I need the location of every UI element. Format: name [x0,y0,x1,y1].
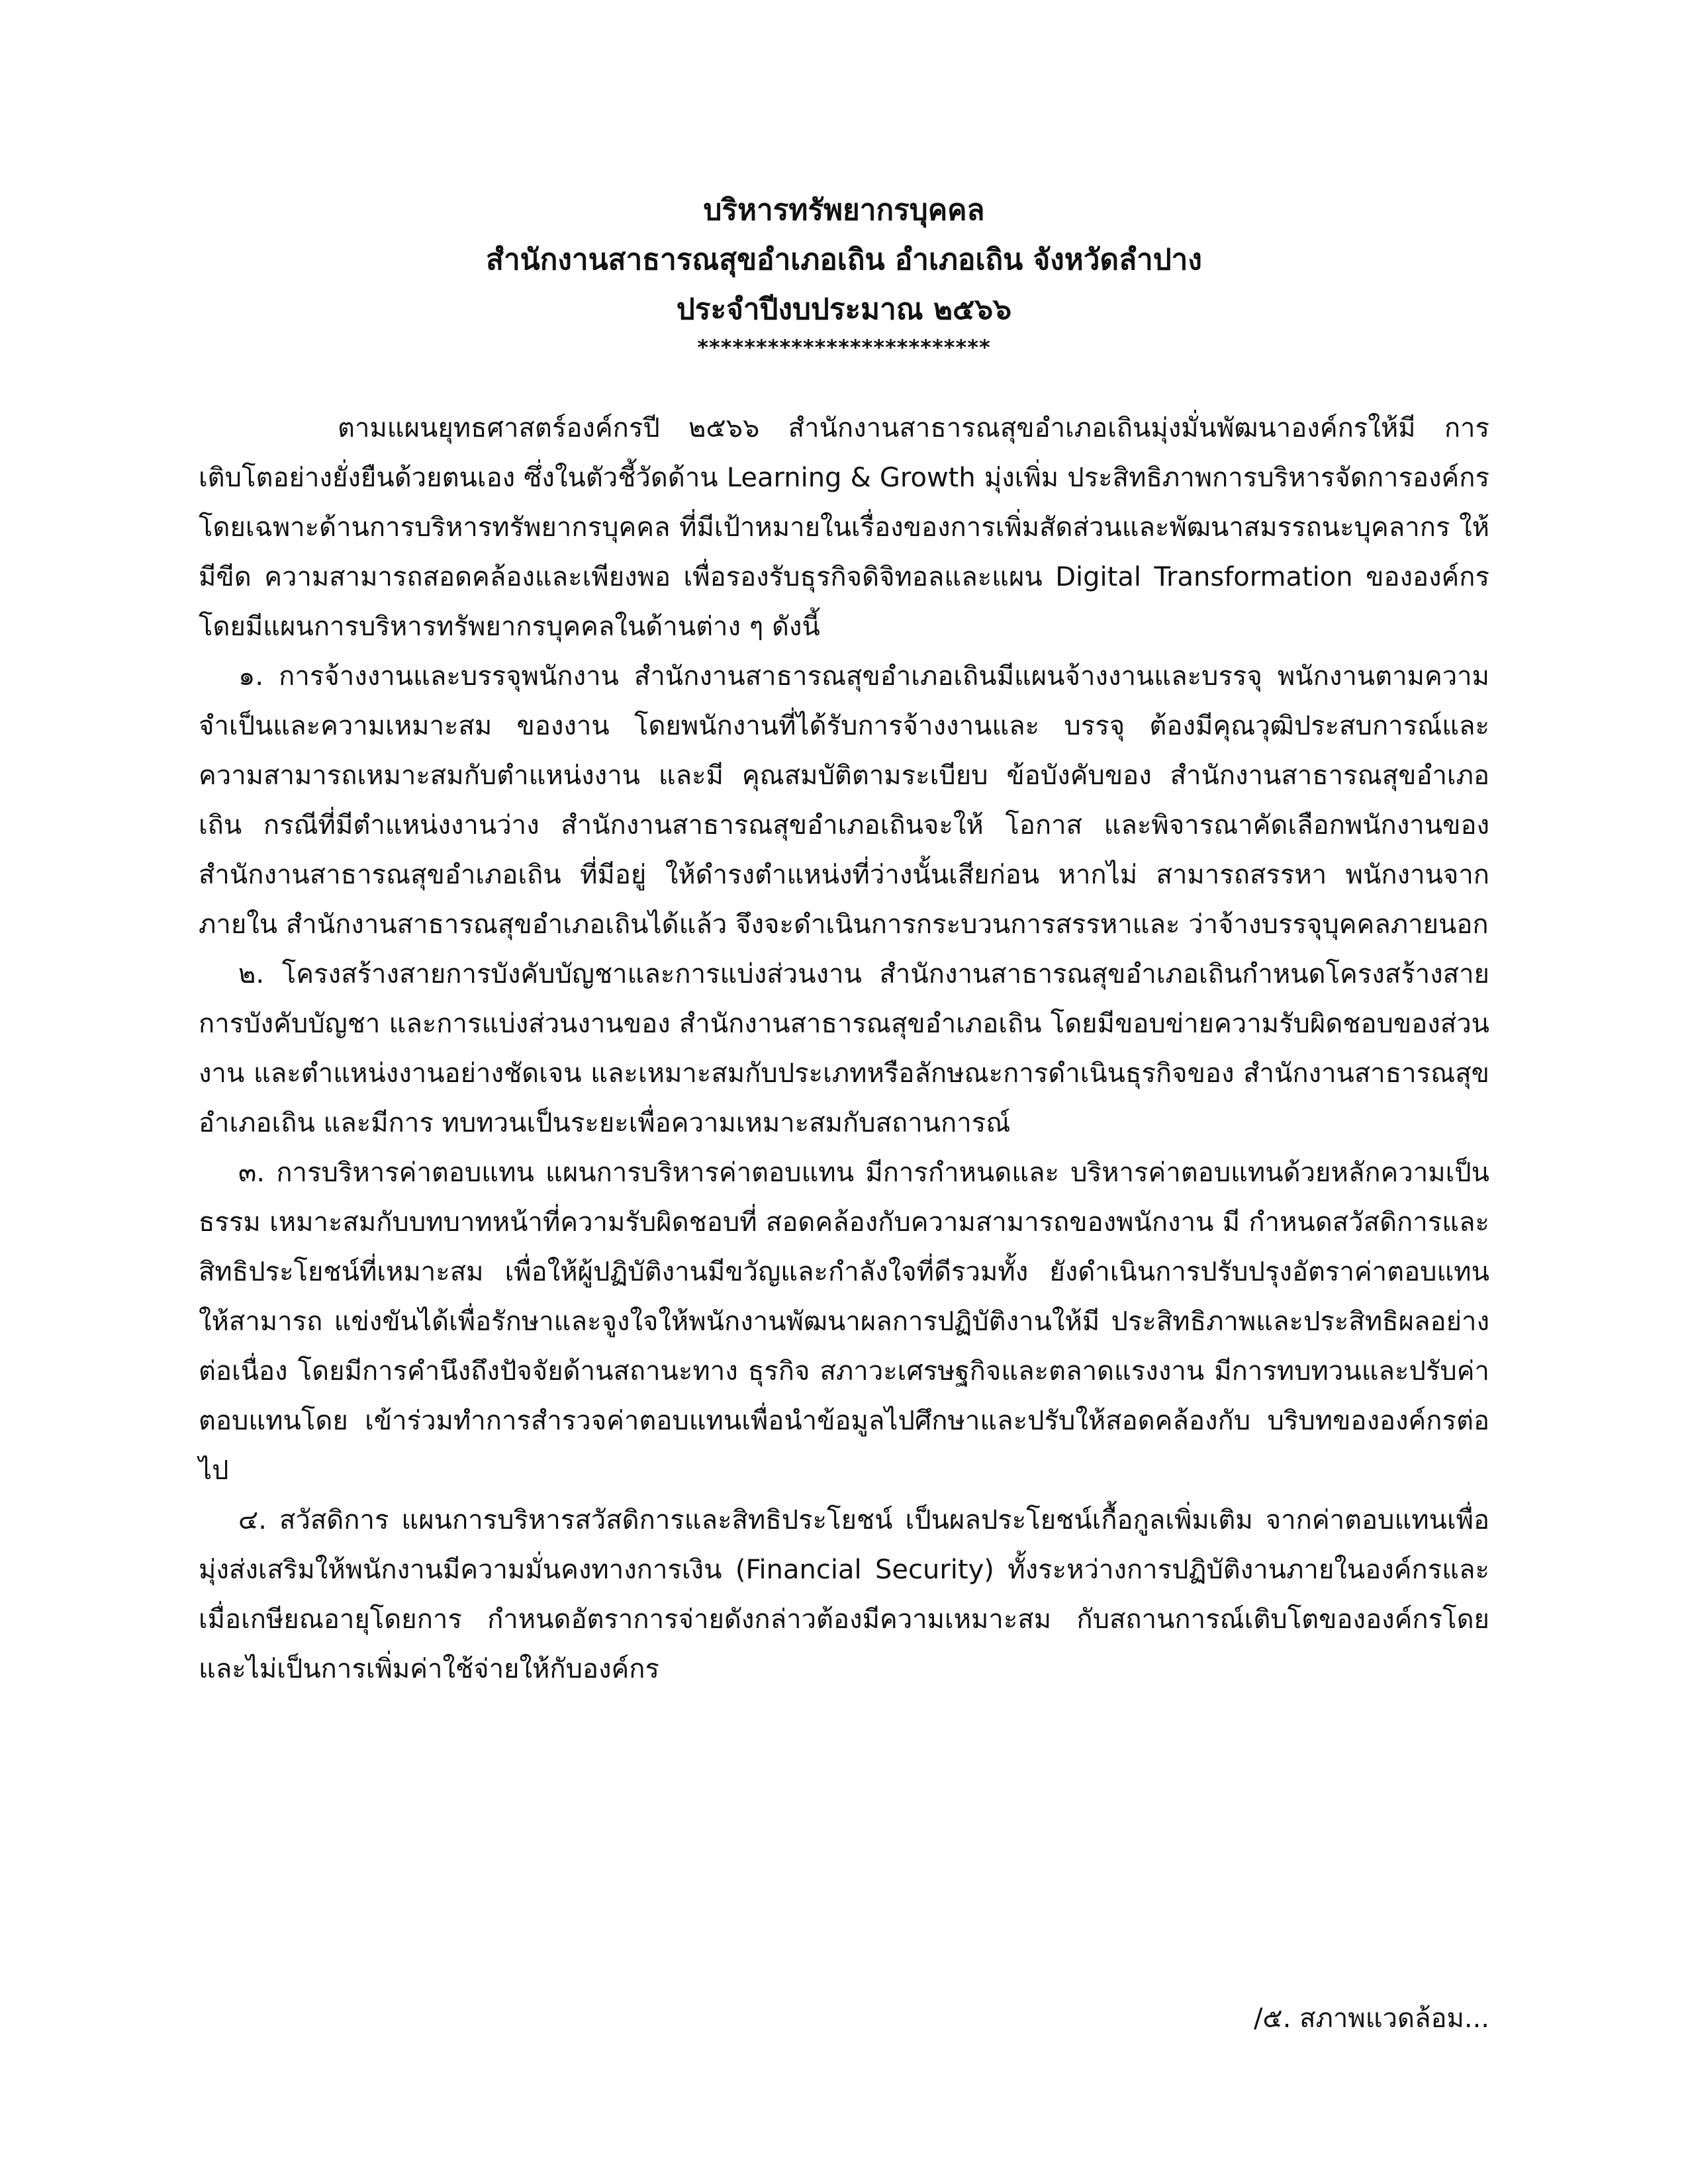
title-separator: ************************* [697,335,991,360]
continuation-note: /๕. สภาพแวดล้อม... [1253,2003,1489,2034]
intro-paragraph: ตามแผนยุทธศาสตร์องค์กรปี ๒๕๖๖ สำนักงานสาธารณสุขอำเภอเถินมุ่งมั่นพัฒนาองค์กรให้มี การเติบโตอย่างยั่งยืนด้วยตนเอง ซึ่งในตัวชี้วัดด้าน Learning & Growth มุ่งเพิ่ม ประสิทธิภาพการบริหารจัดการองค์กร โดยเฉพาะด้านการบริหารทรัพยากรบุคคล ที่มีเป้าหมายในเรื่องของการเพิ่มสัดส่วนและพัฒนาสมรรถนะบุคลากร ให้มีขีด ความสามารถสอดคล้องและเพียงพอ เพื่อรองรับธุรกิจดิจิทอลและแผน Digital Transformation ขององค์กร โดยมีแผนการบริหารทรัพยากรบุคคลในด้านต่าง ๆ ดังนี้ [199,413,1489,642]
document-body [199,404,1489,1694]
section-4-welfare: ๔. สวัสดิการ แผนการบริหารสวัสดิการและสิทธิประโยชน์ เป็นผลประโยชน์เกื้อกูลเพิ่มเติม จากค่าตอบแทนเพื่อมุ่งส่งเสริมให้พนักงานมีความมั่นคงทางการเงิน (Financial Security) ทั้งระหว่างการปฏิบัติงานภายในองค์กรและเมื่อเกษียณอายุโดยการ กำหนดอัตราการจ่ายดังกล่าวต้องมีความเหมาะสม กับสถานการณ์เติบโตขององค์กรโดยและไม่เป็นการเพิ่มค่าใช้จ่ายให้กับองค์กร [199,1505,1489,1684]
section-3-compensation: ๓. การบริหารค่าตอบแทน แผนการบริหารค่าตอบแทน มีการกำหนดและ บริหารค่าตอบแทนด้วยหลักความเป็นธรรม เหมาะสมกับบทบาทหน้าที่ความรับผิดชอบที่ สอดคล้องกับความสามารถของพนักงาน มี กำหนดสวัสดิการและสิทธิประโยชน์ที่เหมาะสม เพื่อให้ผู้ปฏิบัติงานมีขวัญและกำลังใจที่ดีรวมทั้ง ยังดำเนินการปรับปรุงอัตราค่าตอบแทนให้สามารถ แข่งขันได้เพื่อรักษาและจูงใจให้พนักงานพัฒนาผลการปฏิบัติงานให้มี ประสิทธิภาพและประสิทธิผลอย่างต่อเนื่อง โดยมีการคำนึงถึงปัจจัยด้านสถานะทาง ธุรกิจ สภาวะเศรษฐกิจและตลาดแรงงาน มีการทบทวนและปรับค่าตอบแทนโดย เข้าร่วมทำการสำรวจค่าตอบแทนเพื่อนำข้อมูลไปศึกษาและปรับให้สอดคล้องกับ บริบทขององค์กรต่อไป [199,1158,1489,1486]
section-1-hiring: ๑. การจ้างงานและบรรจุพนักงาน สำนักงานสาธารณสุขอำเภอเถินมีแผนจ้างงานและบรรจุ พนักงานตามความจำเป็นและความเหมาะสม ของงาน โดยพนักงานที่ได้รับการจ้างงานและ บรรจุ ต้องมีคุณวุฒิประสบการณ์และ ความสามารถเหมาะสมกับตำแหน่งงาน และมี คุณสมบัติตามระเบียบ ข้อบังคับของ สำนักงานสาธารณสุขอำเภอเถิน กรณีที่มีตำแหน่งงานว่าง สำนักงานสาธารณสุขอำเภอเถินจะให้ โอกาส และพิจารณาคัดเลือกพนักงานของ สำนักงานสาธารณสุขอำเภอเถิน ที่มีอยู่ ให้ดำรงตำแหน่งที่ว่างนั้นเสียก่อน หากไม่ สามารถสรรหา พนักงานจากภายใน สำนักงานสาธารณสุขอำเภอเถินได้แล้ว จึงจะดำเนินการกระบวนการสรรหาและ ว่าจ้างบรรจุบุคคลภายนอก [199,661,1489,940]
section-2-structure: ๒. โครงสร้างสายการบังคับบัญชาและการแบ่งส่วนงาน สำนักงานสาธารณสุขอำเภอเถินกำหนดโครงสร้างสายการบังคับบัญชา และการแบ่งส่วนงานของ สำนักงานสาธารณสุขอำเภอเถิน โดยมีขอบข่ายความรับผิดชอบของส่วนงาน และตำแหน่งงานอย่างชัดเจน และเหมาะสมกับประเภทหรือลักษณะการดำเนินธุรกิจของ สำนักงานสาธารณสุขอำเภอเถิน และมีการ ทบทวนเป็นระยะเพื่อความเหมาะสมกับสถานการณ์ [199,959,1489,1138]
document-header [199,185,1489,361]
document-title: บริหารทรัพยากรบุคคล [703,193,985,227]
fiscal-year: ประจำปีงบประมาณ ๒๕๖๖ [676,293,1012,326]
organization-name: สำนักงานสาธารณสุขอำเภอเถิน อำเภอเถิน จังหวัดลำปาง [486,243,1202,277]
